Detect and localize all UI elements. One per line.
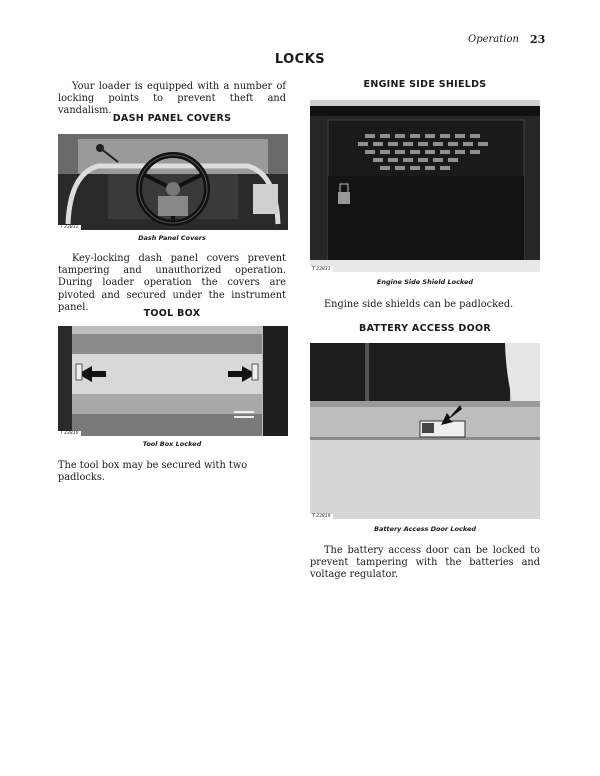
dash-panel-caption: Dash Panel Covers xyxy=(138,234,206,242)
section-name: Operation xyxy=(468,34,519,45)
page-title: LOCKS xyxy=(274,52,326,67)
tool-box-photo xyxy=(58,326,288,436)
dash-photo-id: T 23811 xyxy=(60,225,79,230)
engine-shield-text: Engine side shields can be padlocked. xyxy=(324,299,514,310)
dash-panel-heading: DASH PANEL COVERS xyxy=(112,113,232,124)
tool-box-heading: TOOL BOX xyxy=(143,308,201,319)
battery-door-text: The battery access door can be locked to prevent tampering with the batteries and voltage regulator. xyxy=(310,545,540,581)
battery-door-photo xyxy=(310,343,540,519)
battery-door-caption: Battery Access Door Locked xyxy=(373,525,477,533)
battery-photo-id: T 23819 xyxy=(312,514,331,519)
tool-box-caption: Tool Box Locked xyxy=(142,440,202,448)
dash-panel-illustration xyxy=(58,134,288,230)
engine-shield-photo xyxy=(310,100,540,272)
intro-paragraph: Your loader is equipped with a number of locking points to prevent theft and vandalism. xyxy=(58,81,286,117)
battery-door-illustration xyxy=(310,343,540,519)
engine-shield-illustration xyxy=(310,100,540,272)
dash-panel-photo xyxy=(58,134,288,230)
tool-box-photo-id: T 23810 xyxy=(60,431,79,436)
engine-shield-caption: Engine Side Shield Locked xyxy=(376,278,474,286)
page-number: 23 xyxy=(530,33,546,46)
tool-box-text: The tool box may be secured with two padlocks. xyxy=(58,460,248,484)
dash-panel-text: Key-locking dash panel covers prevent tampering and unauthorized operation. During loader operation the covers are pivoted and secured under the instrument panel. xyxy=(58,253,286,313)
engine-shields-heading: ENGINE SIDE SHIELDS xyxy=(363,79,487,90)
engine-photo-id: T 23831 xyxy=(312,267,331,272)
tool-box-illustration xyxy=(58,326,288,436)
battery-door-heading: BATTERY ACCESS DOOR xyxy=(359,323,491,334)
